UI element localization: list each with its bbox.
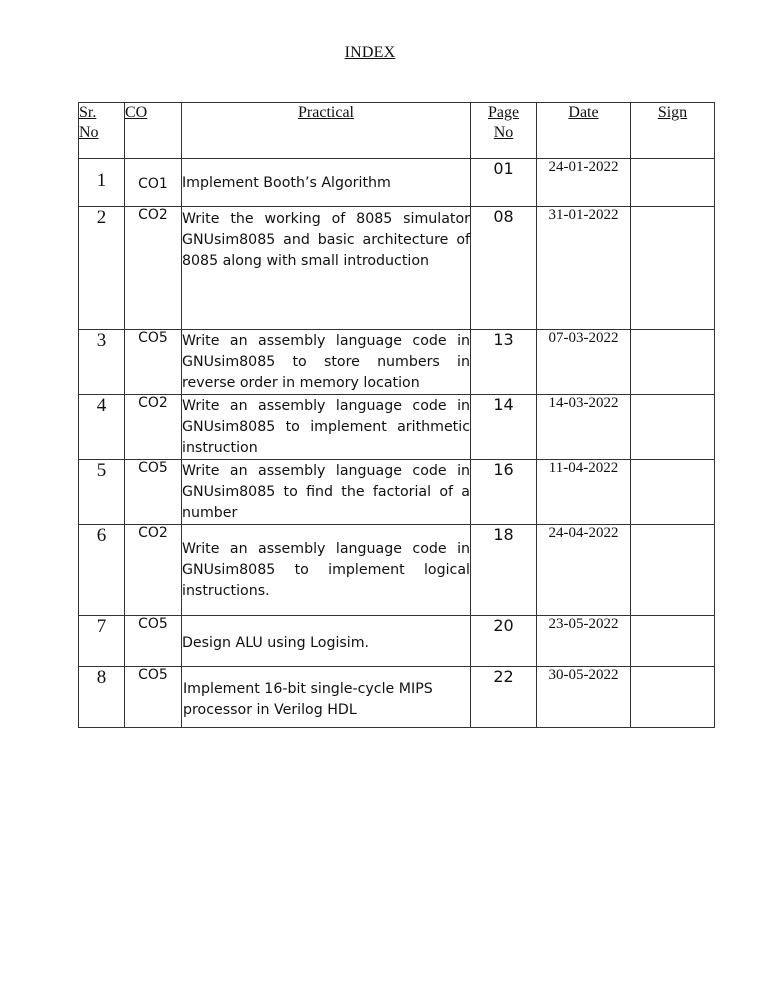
table-row bbox=[79, 207, 715, 330]
practical-cell: Write an assembly language code in GNUsim8085 to implement logical instructions. bbox=[182, 525, 471, 616]
page-no-cell: 16 bbox=[471, 460, 537, 525]
practical-cell: Write the working of 8085 simulator GNUsim8085 and basic architecture of 8085 along with small introduction bbox=[182, 207, 471, 330]
header-practical-label: Practical bbox=[298, 104, 354, 121]
header-sr-no bbox=[79, 103, 125, 159]
table-row bbox=[79, 525, 715, 616]
co-cell: CO5 bbox=[125, 616, 182, 667]
date-cell: 24-04-2022 bbox=[537, 525, 631, 616]
header-practical bbox=[182, 103, 471, 159]
co-cell: CO2 bbox=[125, 207, 182, 330]
practical-cell: Write an assembly language code in GNUsim8085 to find the factorial of a number bbox=[182, 460, 471, 525]
table-row bbox=[79, 460, 715, 525]
sign-cell bbox=[631, 667, 715, 728]
co-cell: CO2 bbox=[125, 525, 182, 616]
practical-cell: Implement 16-bit single-cycle MIPS processor in Verilog HDL bbox=[182, 667, 471, 728]
sign-cell bbox=[631, 395, 715, 460]
date-cell: 11-04-2022 bbox=[537, 460, 631, 525]
date-cell: 14-03-2022 bbox=[537, 395, 631, 460]
sign-cell bbox=[631, 207, 715, 330]
sign-cell bbox=[631, 159, 715, 207]
table-row bbox=[79, 667, 715, 728]
header-page-line2: No bbox=[493, 124, 514, 141]
date-cell: 30-05-2022 bbox=[537, 667, 631, 728]
page-title: INDEX bbox=[344, 44, 396, 61]
sign-cell bbox=[631, 616, 715, 667]
practical-cell: Write an assembly language code in GNUsim8085 to store numbers in reverse order in memory location bbox=[182, 330, 471, 395]
date-cell: 07-03-2022 bbox=[537, 330, 631, 395]
sign-cell bbox=[631, 525, 715, 616]
header-co bbox=[125, 103, 182, 159]
sr-no-cell: 3 bbox=[79, 330, 125, 395]
header-date-label: Date bbox=[568, 104, 599, 121]
sign-cell bbox=[631, 460, 715, 525]
co-cell: CO2 bbox=[125, 395, 182, 460]
sr-no-cell: 1 bbox=[79, 159, 125, 207]
header-page-no bbox=[471, 103, 537, 159]
co-cell: CO1 bbox=[125, 159, 182, 207]
sr-no-cell: 5 bbox=[79, 460, 125, 525]
sign-cell bbox=[631, 330, 715, 395]
page-no-cell: 08 bbox=[471, 207, 537, 330]
header-row bbox=[79, 103, 715, 159]
sr-no-cell: 2 bbox=[79, 207, 125, 330]
header-date bbox=[537, 103, 631, 159]
date-cell: 24-01-2022 bbox=[537, 159, 631, 207]
header-sr-no-line1: Sr. bbox=[79, 104, 97, 121]
date-cell: 31-01-2022 bbox=[537, 207, 631, 330]
page-no-cell: 01 bbox=[471, 159, 537, 207]
table-row bbox=[79, 159, 715, 207]
sr-no-cell: 7 bbox=[79, 616, 125, 667]
table-row bbox=[79, 330, 715, 395]
sr-no-cell: 4 bbox=[79, 395, 125, 460]
header-sign bbox=[631, 103, 715, 159]
sr-no-cell: 8 bbox=[79, 667, 125, 728]
co-cell: CO5 bbox=[125, 667, 182, 728]
page-no-cell: 20 bbox=[471, 616, 537, 667]
practical-cell: Write an assembly language code in GNUsim8085 to implement arithmetic instruction bbox=[182, 395, 471, 460]
co-cell: CO5 bbox=[125, 460, 182, 525]
date-cell: 23-05-2022 bbox=[537, 616, 631, 667]
sr-no-cell: 6 bbox=[79, 525, 125, 616]
header-page-line1: Page bbox=[487, 104, 520, 121]
page-no-cell: 14 bbox=[471, 395, 537, 460]
page-no-cell: 18 bbox=[471, 525, 537, 616]
practical-cell: Design ALU using Logisim. bbox=[182, 616, 471, 667]
practical-cell: Implement Booth’s Algorithm bbox=[182, 159, 471, 207]
header-sr-no-line2: No bbox=[79, 124, 99, 141]
table-row bbox=[79, 395, 715, 460]
table-row bbox=[79, 616, 715, 667]
header-co-label: CO bbox=[125, 104, 148, 121]
co-cell: CO5 bbox=[125, 330, 182, 395]
page-no-cell: 22 bbox=[471, 667, 537, 728]
page-no-cell: 13 bbox=[471, 330, 537, 395]
header-sign-label: Sign bbox=[657, 104, 688, 121]
index-table bbox=[78, 102, 715, 728]
